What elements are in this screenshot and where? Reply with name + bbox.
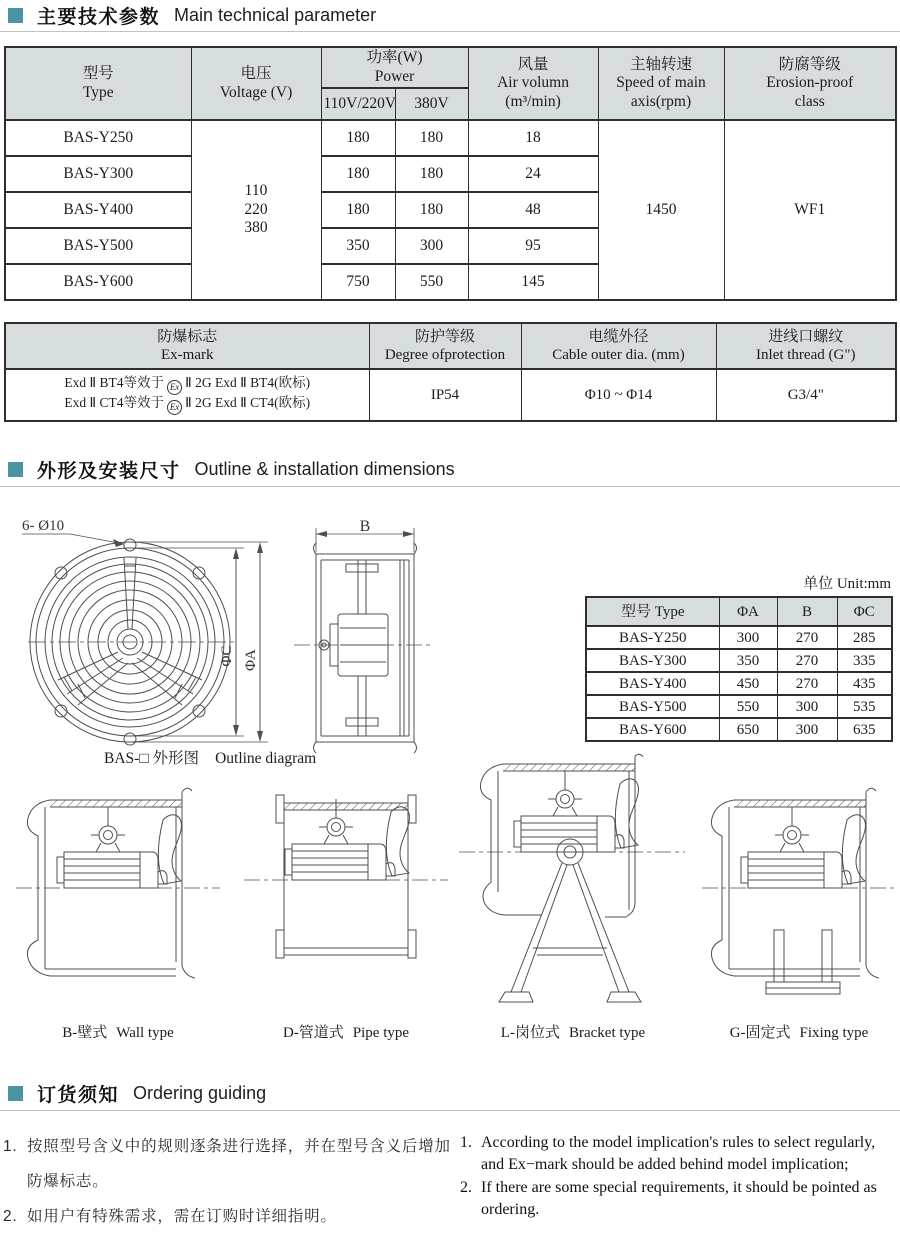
- cell-cable: Φ10 ~ Φ14: [521, 369, 716, 421]
- section-title-en: Outline & installation dimensions: [194, 459, 455, 479]
- dimension-table: [585, 596, 893, 742]
- dim-cell: 270: [777, 672, 837, 695]
- ex-certification-icon: Ex: [167, 380, 182, 395]
- cell-voltage-merged: 110 220 380: [191, 120, 321, 300]
- col-header-erosion: 防腐等级 Erosion-proof class: [724, 47, 896, 120]
- cell-inlet: G3/4": [716, 369, 896, 421]
- section-main-technical: [8, 2, 376, 29]
- cell-ex-mark: Exd Ⅱ BT4等效于 Ex Ⅱ 2G Exd Ⅱ BT4(欧标) Exd Ⅱ CT4等效于 Ex Ⅱ 2G Exd Ⅱ CT4(欧标): [5, 369, 369, 421]
- ordering-notes-en: [458, 1132, 900, 1222]
- bolt-holes-label: 6- Ø10: [22, 518, 65, 534]
- section-divider: [0, 1110, 900, 1111]
- col-header-ex-mark: 防爆标志 Ex-mark: [5, 323, 369, 369]
- table-row: [5, 369, 896, 421]
- cell-type: BAS-Y500: [5, 228, 191, 264]
- cell-erosion-merged: WF1: [724, 120, 896, 300]
- cell-power2: 180: [395, 120, 468, 156]
- note-item: 2. If there are some special requirements, it should be pointed as ordering.: [460, 1179, 877, 1219]
- cell-air: 95: [468, 228, 598, 264]
- cell-speed-merged: 1450: [598, 120, 724, 300]
- dim-col-phi-a: ΦA: [719, 597, 777, 626]
- dim-cell: BAS-Y400: [586, 672, 719, 695]
- section-title-zh: 外形及安装尺寸: [37, 461, 181, 482]
- section-title-en: Ordering guiding: [133, 1083, 267, 1103]
- dim-cell: 535: [837, 695, 892, 718]
- dim-cell: BAS-Y500: [586, 695, 719, 718]
- section-title-zh: 订货须知: [37, 1085, 120, 1106]
- cell-power2: 180: [395, 192, 468, 228]
- table-row: [586, 718, 892, 741]
- dim-cell: BAS-Y250: [586, 626, 719, 649]
- section-ordering: [8, 1080, 266, 1107]
- dim-cell: BAS-Y600: [586, 718, 719, 741]
- dim-cell: 350: [719, 649, 777, 672]
- table-row: [586, 672, 892, 695]
- cell-type: BAS-Y300: [5, 156, 191, 192]
- cell-power2: 180: [395, 156, 468, 192]
- bracket-type-drawing: [455, 752, 691, 1012]
- dim-cell: 285: [837, 626, 892, 649]
- fixing-type-drawing: [698, 760, 900, 1012]
- ex-certification-icon: Ex: [167, 400, 182, 415]
- ordering-notes-zh: [2, 1130, 452, 1235]
- col-header-cable: 电缆外径 Cable outer dia. (mm): [521, 323, 716, 369]
- cell-air: 145: [468, 264, 598, 300]
- side-view-drawing: [288, 518, 440, 764]
- dim-cell: 270: [777, 626, 837, 649]
- section-divider: [0, 31, 900, 32]
- cell-power2: 300: [395, 228, 468, 264]
- phi-c-label: ΦC: [219, 645, 235, 667]
- ex-mark-table: [4, 322, 897, 422]
- cell-power2: 550: [395, 264, 468, 300]
- note-item: 2. 如用户有特殊需求，需在订购时详细指明。: [3, 1207, 337, 1225]
- wall-type-drawing: [12, 760, 224, 1012]
- section-outline-dimensions: [8, 456, 455, 483]
- cell-air: 24: [468, 156, 598, 192]
- col-header-power: 功率(W) Power: [321, 47, 468, 88]
- dim-cell: BAS-Y300: [586, 649, 719, 672]
- unit-label: 单位 Unit:mm: [803, 576, 891, 592]
- section-bullet-icon: [8, 8, 23, 23]
- dim-cell: 300: [777, 695, 837, 718]
- cell-power1: 350: [321, 228, 395, 264]
- dim-cell: 300: [777, 718, 837, 741]
- caption-fixing-type: G-固定式 Fixing type: [729, 1025, 869, 1041]
- caption-wall-type: B-壁式 Wall type: [62, 1025, 174, 1041]
- pipe-type-drawing: [240, 760, 452, 1012]
- col-header-inlet: 进线口螺纹 Inlet thread (G"): [716, 323, 896, 369]
- dim-cell: 435: [837, 672, 892, 695]
- cell-type: BAS-Y400: [5, 192, 191, 228]
- dim-cell: 450: [719, 672, 777, 695]
- dim-col-b: B: [777, 597, 837, 626]
- cell-power1: 180: [321, 120, 395, 156]
- dim-cell: 300: [719, 626, 777, 649]
- cell-type: BAS-Y250: [5, 120, 191, 156]
- front-view-drawing: [12, 514, 284, 766]
- cell-power1: 180: [321, 192, 395, 228]
- cell-ip: IP54: [369, 369, 521, 421]
- cell-type: BAS-Y600: [5, 264, 191, 300]
- dim-cell: 635: [837, 718, 892, 741]
- section-bullet-icon: [8, 462, 23, 477]
- main-technical-table: [4, 46, 897, 301]
- col-header-protection: 防护等级 Degree ofprotection: [369, 323, 521, 369]
- cell-air: 48: [468, 192, 598, 228]
- section-title-zh: 主要技术参数: [37, 7, 161, 28]
- outline-diagram-caption: BAS-□ 外形图 Outline diagram: [104, 750, 317, 767]
- cell-power1: 180: [321, 156, 395, 192]
- dim-col-phi-c: ΦC: [837, 597, 892, 626]
- note-item: 1. 按照型号含义中的规则逐条进行选择，并在型号含义后增加防爆标志。: [3, 1138, 451, 1190]
- dim-cell: 335: [837, 649, 892, 672]
- col-header-voltage: 电压 Voltage (V): [191, 47, 321, 120]
- col-header-power-380: 380V: [395, 88, 468, 120]
- b-dimension-label: B: [359, 518, 371, 535]
- col-header-speed: 主轴转速 Speed of main axis(rpm): [598, 47, 724, 120]
- dim-cell: 270: [777, 649, 837, 672]
- cell-air: 18: [468, 120, 598, 156]
- section-bullet-icon: [8, 1086, 23, 1101]
- dim-cell: 650: [719, 718, 777, 741]
- table-row: [5, 120, 896, 156]
- caption-pipe-type: D-管道式 Pipe type: [282, 1025, 410, 1041]
- col-header-air-volume: 风量 Air volumn (m³/min): [468, 47, 598, 120]
- table-row: [586, 626, 892, 649]
- cell-power1: 750: [321, 264, 395, 300]
- table-row: [586, 695, 892, 718]
- phi-a-label: ΦA: [243, 649, 259, 671]
- col-header-power-110-220: 110V/220V: [321, 88, 395, 120]
- table-row: [586, 649, 892, 672]
- col-header-type: 型号 Type: [5, 47, 191, 120]
- dim-col-type: 型号 Type: [586, 597, 719, 626]
- caption-bracket-type: L-岗位式 Bracket type: [500, 1025, 646, 1041]
- section-title-en: Main technical parameter: [174, 5, 377, 25]
- section-divider: [0, 486, 900, 487]
- dim-cell: 550: [719, 695, 777, 718]
- note-item: 1. According to the model implication's rules to select regularly, and Ex−mark should be added behind model implication;: [460, 1134, 876, 1174]
